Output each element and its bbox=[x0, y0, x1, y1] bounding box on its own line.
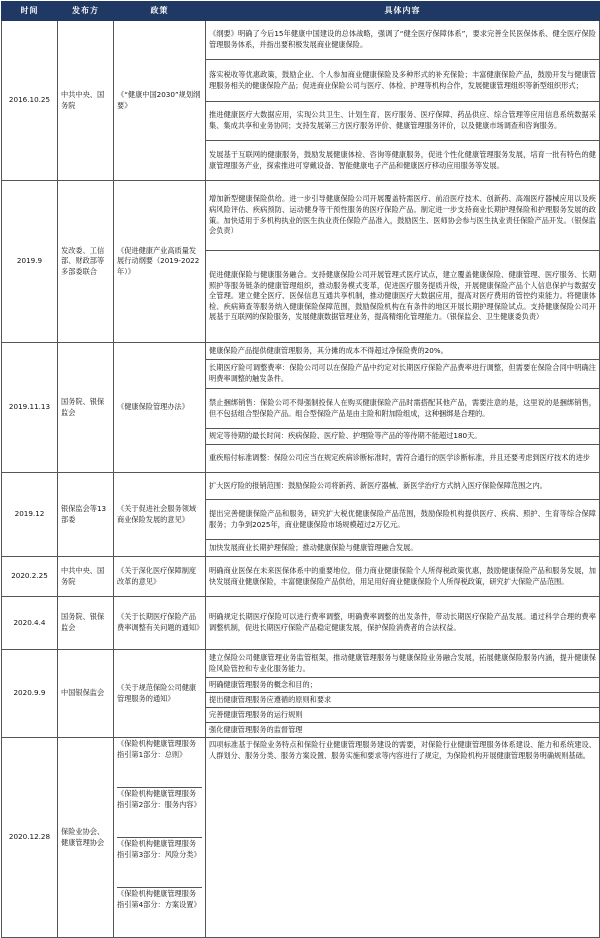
row-policy: 《促进健康产业高质量发展行动纲要（2019-2022年）》 bbox=[114, 181, 206, 343]
row-issuer: 国务院、银保监会 bbox=[58, 597, 114, 650]
content-cell: 禁止捆绑销售：保险公司不得强制投保人在购买健康保险产品时需搭配其他产品，需要注意的是，这里说的是捆绑销售，但不包括组合型保险产品。组合型保险产品是由主险和附加险组成，这种捆绑是合理的。 bbox=[206, 389, 600, 429]
content-cell: 提出健康管理服务应遵循的原则和要求 bbox=[206, 693, 600, 708]
content-cell: 明确规定长期医疗保险可以进行费率调整，明确费率调整的出发条件，带动长期医疗保险产品发展。通过科学合理的费率调整机制，促进长期医疗保险产品稳定健康发展，保护保险消费者的合法权益。 bbox=[206, 597, 600, 650]
header-date: 时间 bbox=[2, 2, 58, 21]
policy-doc-3: 《保险机构健康管理服务指引第3部分：风险分类》 bbox=[117, 838, 202, 888]
row-policy: 《关于深化医疗保障制度改革的意见》 bbox=[114, 557, 206, 597]
row-issuer: 中共中央、国务院 bbox=[58, 21, 114, 181]
table-row bbox=[2, 473, 600, 500]
content-cell: 强化健康管理服务的监督管理 bbox=[206, 723, 600, 738]
table-row bbox=[2, 597, 600, 650]
row-policy: 《关于长期医疗保险产品费率调整有关问题的通知》 bbox=[114, 597, 206, 650]
row-policy: 《健康保险管理办法》 bbox=[114, 343, 206, 473]
content-cell: 扩大医疗险的报销范围：鼓励保险公司将新药、新医疗器械、新医学治疗方式纳入医疗保险保障范围之内。 bbox=[206, 473, 600, 500]
policy-table bbox=[1, 1, 600, 938]
row-issuer: 中国银保监会 bbox=[58, 650, 114, 738]
content-cell: 规定等待期的最长时间：疾病保险、医疗险、护理险等产品的等待期不能超过180天。 bbox=[206, 429, 600, 445]
row-policy: 《“健康中国2030”规划纲要》 bbox=[114, 21, 206, 181]
content-cell: 四项标准基于保险业务特点和保险行业健康管理服务建设的需要，对保险行业健康管理服务体系建设、能力和系统建设、人群划分、服务分类、服务方案设置、服务实施和要求等内容进行了规定，为保险机构开展健康管理服务明确规则基础。 bbox=[206, 738, 600, 938]
row-issuer: 保险业协会、健康管理协会 bbox=[58, 738, 114, 938]
header-policy: 政策 bbox=[114, 2, 206, 21]
policy-doc-1: 《保险机构健康管理服务指引第1部分：总则》 bbox=[117, 738, 202, 788]
policy-doc-2: 《保险机构健康管理服务指引第2部分：服务内容》 bbox=[117, 788, 202, 838]
row-date: 2019.11.13 bbox=[2, 343, 58, 473]
row-date: 2020.9.9 bbox=[2, 650, 58, 738]
content-cell: 发展基于互联网的健康服务，鼓励发展健康体检、咨询等健康服务，促进个性化健康管理服务发展，培育一批有特色的健康管理服务产业，探索推进可穿戴设备、智能健康电子产品和健康医疗移动应用服务等发展。 bbox=[206, 141, 600, 181]
row-date: 2020.2.25 bbox=[2, 557, 58, 597]
header-content: 具体内容 bbox=[206, 2, 600, 21]
row-issuer: 中共中央、国务院 bbox=[58, 557, 114, 597]
table-row bbox=[2, 557, 600, 597]
content-cell: 长期医疗险可调整费率：保险公司可以在保险产品中约定对长期医疗保险产品费率进行调整，但需要在保险合同中明确注明费率调整的触发条件。 bbox=[206, 360, 600, 389]
table-header bbox=[2, 2, 600, 21]
content-cell: 明确商业医保在未来医保体系中的重要地位，借力商业健康保险个人所得税政策优惠，鼓励健康保险产品和服务发展，加快发展商业健康保险，丰富健康保险产品供给，用足用好商业健康保险个人所得税政策，研究扩大保险产品范围。 bbox=[206, 557, 600, 597]
table-row bbox=[2, 21, 600, 60]
content-cell: 明确健康管理服务的概念和目的； bbox=[206, 678, 600, 693]
content-cell: 落实税收等优惠政策，鼓励企业、个人参加商业健康保险及多种形式的补充保险；丰富健康保险产品，鼓励开发与健康管理服务相关的健康保险产品；促进商业保险公司与医疗、体检、护理等机构合作，发展健康管理组织等新型组织形式； bbox=[206, 60, 600, 102]
content-cell: 健康保险产品提供健康管理服务，其分摊的成本不得超过净保险费的20%。 bbox=[206, 343, 600, 360]
policy-doc-4: 《保险机构健康管理服务指引第4部分：方案设置》 bbox=[117, 889, 201, 909]
row-date: 2020.4.4 bbox=[2, 597, 58, 650]
content-cell: 建立保险公司健康管理业务监管框架，推动健康管理服务与健康保险业务融合发展，拓展健康保险服务内涵，提升健康保险风险管控和专业化服务能力。 bbox=[206, 650, 600, 678]
row-policy: 《关于促进社会服务领域商业保险发展的意见》 bbox=[114, 473, 206, 557]
table-row bbox=[2, 650, 600, 678]
table-row bbox=[2, 343, 600, 360]
content-cell: 加快发展商业长期护理保险；推动健康保险与健康管理融合发展。 bbox=[206, 540, 600, 557]
row-date: 2020.12.28 bbox=[2, 738, 58, 938]
row-issuer: 发改委、工信部、财政部等多部委联合 bbox=[58, 181, 114, 343]
header-issuer: 发布方 bbox=[58, 2, 114, 21]
content-cell: 促进健康保险与健康服务融合。支持健康保险公司开展管理式医疗试点，建立覆盖健康保险、健康管理、医疗服务、长期照护等服务链条的健康管理组织，推动服务模式变革，促进医疗服务提质升级，开展健康保险产品个人信息保护与数据安全管理。建立健全医疗、医保信息互通共享机制，推动健康医疗大数据应用，提高对医疗费用的管控约束能力。将健康体检、疾病筛查等服务纳入健康保险保障范围，鼓励保险机构在有条件的地区开展长期护理保险试点。支持健康保险公司开展基于互联网的保险服务，发展健康数据管理业务，提高精细化管理能力。（银保监会、卫生健康委负责） bbox=[206, 251, 600, 343]
content-cell: 推进健康医疗大数据应用，实现公共卫生、计划生育、医疗服务、医疗保障、药品供应、综合管理等应用信息系统数据采集、集成共享和业务协同；支持发展第三方医疗服务评价、健康管理服务评价，以及健康市场调查和咨询服务。 bbox=[206, 102, 600, 141]
content-cell: 增加新型健康保险供给。进一步引导健康保险公司开展覆盖特需医疗、前沿医疗技术、创新药、高端医疗器械应用以及疾病风险评估、疾病预防、运动健身等干预性服务的医疗保险产品。制定进一步支持商业长期护理保险和护理服务发展的政策。加快适用于多机构执业的医生执业责任保险产品准入，鼓励医生、医师协会参与医生执业责任保险产品开发。（银保监会负责） bbox=[206, 181, 600, 251]
content-cell: 重疾赔付标准调整：保险公司应当在规定疾病诊断标准时，需符合通行的医学诊断标准，并且还要考虑到医疗技术的进步 bbox=[206, 445, 600, 473]
content-cell: 《纲要》明确了今后15年健康中国建设的总体战略，强调了“健全医疗保障体系”，要求完善全民医保体系、健全医疗保险管理服务体系，并指出要积极发展商业健康保险。 bbox=[206, 21, 600, 60]
row-issuer: 国务院、银保监会 bbox=[58, 343, 114, 473]
row-date: 2019.9 bbox=[2, 181, 58, 343]
content-cell: 提出完善健康保险产品和服务，研究扩大税优健康保险产品范围，鼓励保险机构提供医疗、疾病、照护、生育等综合保障服务；力争到2025年，商业健康保险市场规模超过2万亿元。 bbox=[206, 500, 600, 540]
row-policy: 《关于规范保险公司健康管理服务的通知》 bbox=[114, 650, 206, 738]
row-date: 2019.12 bbox=[2, 473, 58, 557]
content-cell: 完善健康管理服务的运行规则 bbox=[206, 708, 600, 723]
row-date: 2016.10.25 bbox=[2, 21, 58, 181]
table-row bbox=[2, 181, 600, 251]
row-issuer: 银保监会等13部委 bbox=[58, 473, 114, 557]
